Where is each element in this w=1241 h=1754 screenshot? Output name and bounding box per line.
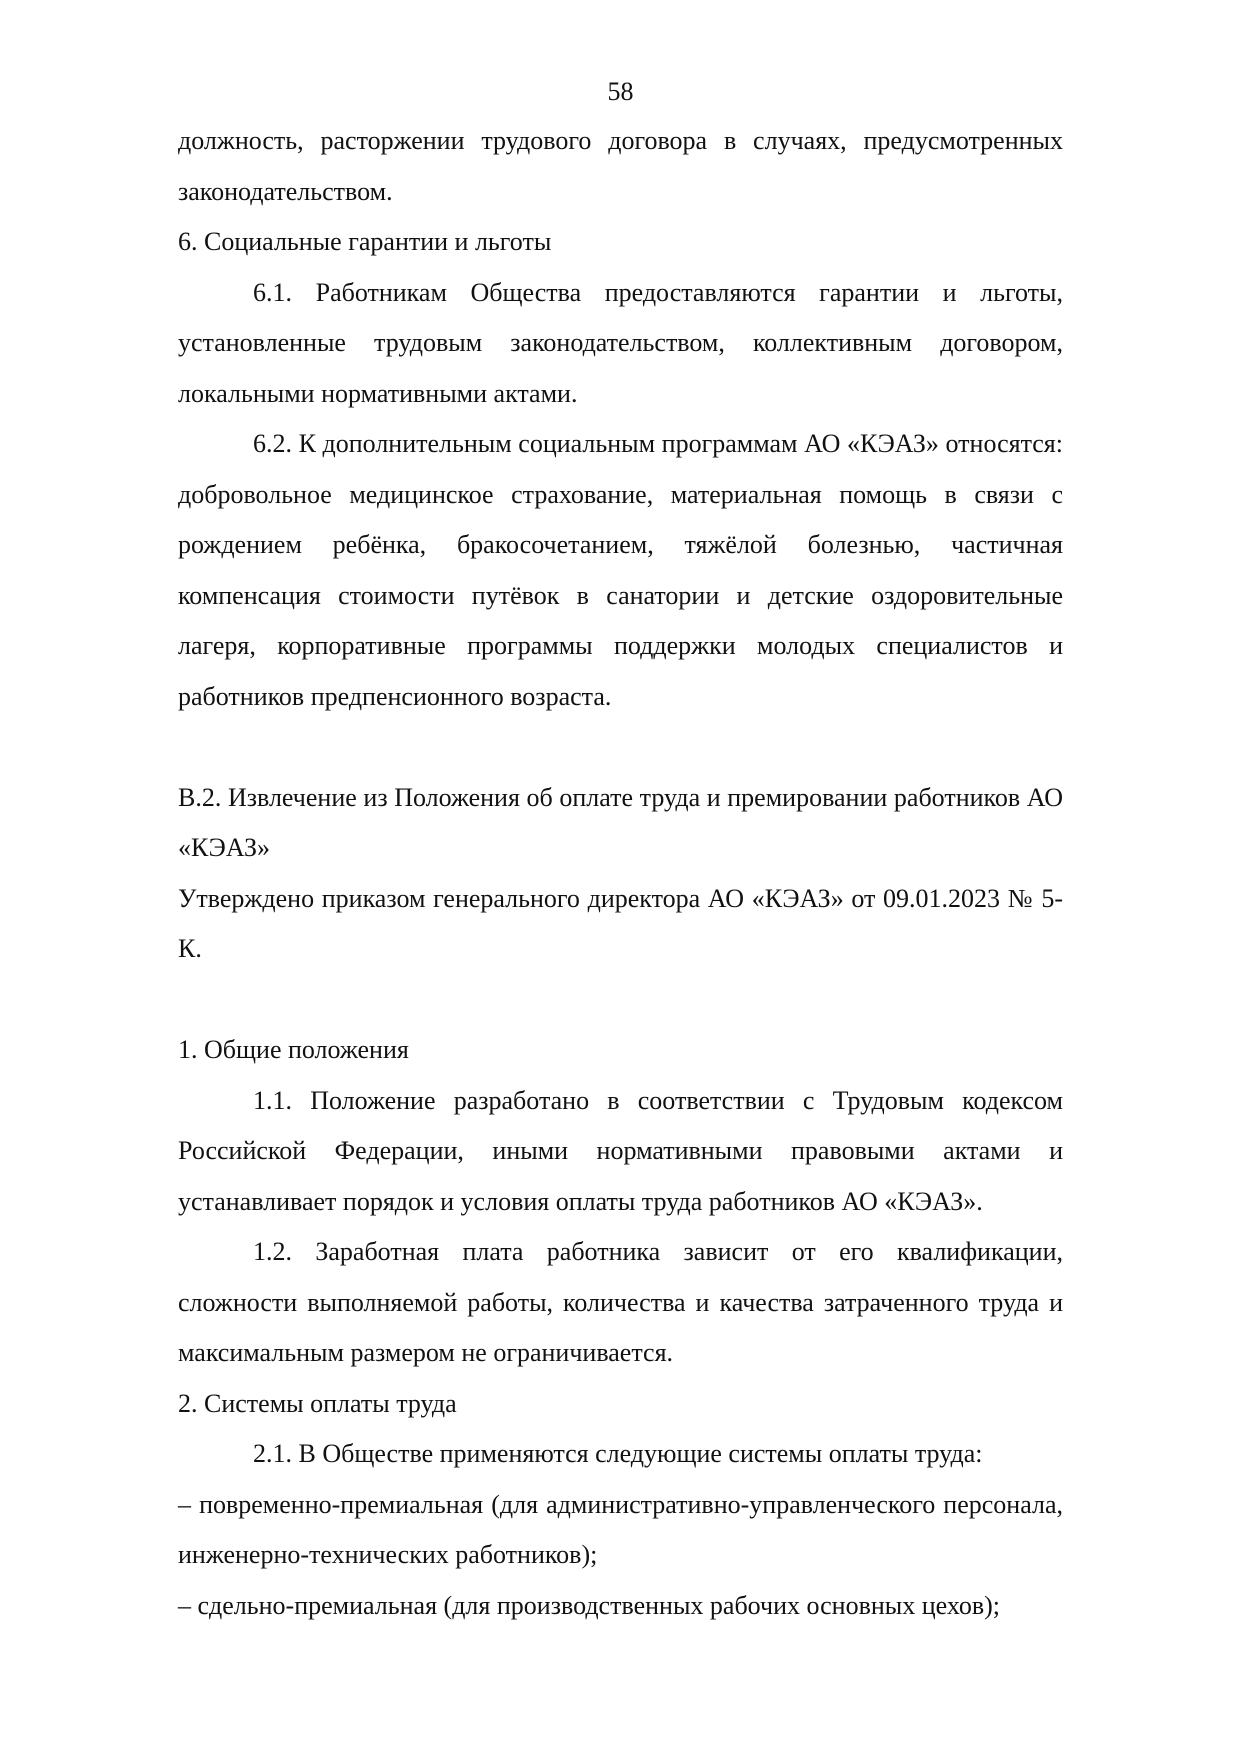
paragraph-2-1: 2.1. В Обществе применяются следующие системы оплаты труда: [253,1439,983,1468]
paragraph-continuation: должность, расторжении трудового договора в случаях, предусмотренных законодательством. [178,126,1063,206]
document-body [178,116,1063,1631]
approval-note: Утверждено приказом генерального директора АО «КЭАЗ» от 09.01.2023 № 5-К. [178,883,1063,963]
list-item-time-bonus: – повременно-премиальная (для административно-управленческого персонала, инженерно-технических работников); [178,1489,1063,1569]
blank-line [178,722,1063,773]
list-item-piece-bonus: – сдельно-премиальная (для производственных рабочих основных цехов); [178,1590,1001,1620]
appendix-heading-b2: В.2. Извлечение из Положения об оплате труда и премировании работников АО «КЭАЗ» [178,782,1063,862]
paragraph-1-1: 1.1. Положение разработано в соответствии с Трудовым кодексом Российской Федерации, иными нормативными правовыми актами и устанавливает порядок и условия оплаты труда работников АО «КЭАЗ». [178,1085,1063,1216]
paragraph-1-2: 1.2. Заработная плата работника зависит от его квалификации, сложности выполняемой работы, количества и качества затраченного труда и максимальным размером не ограничивается. [178,1237,1063,1367]
section-heading-general-provisions: 1. Общие положения [178,1035,409,1064]
section-heading-pay-systems: 2. Системы оплаты труда [178,1388,457,1418]
section-heading-social-guarantees: 6. Социальные гарантии и льготы [178,227,552,256]
paragraph-6-1: 6.1. Работникам Общества предоставляются гарантии и льготы, установленные трудовым законодательством, коллективным договором, локальными нормативными актами. [178,277,1063,408]
paragraph-6-2: 6.2. К дополнительным социальным программам АО «КЭАЗ» относятся: добровольное медицинское страхование, материальная помощь в связи с рождением ребёнка, бракосочетанием, тяжёлой болезнью, частичная компенсация стоимости путёвок в санатории и детские оздоровительные лагеря, корпоративные программы поддержки молодых специалистов и работников предпенсионного возраста. [178,429,1063,711]
blank-line [178,975,1063,1026]
page-number: 58 [607,77,634,106]
